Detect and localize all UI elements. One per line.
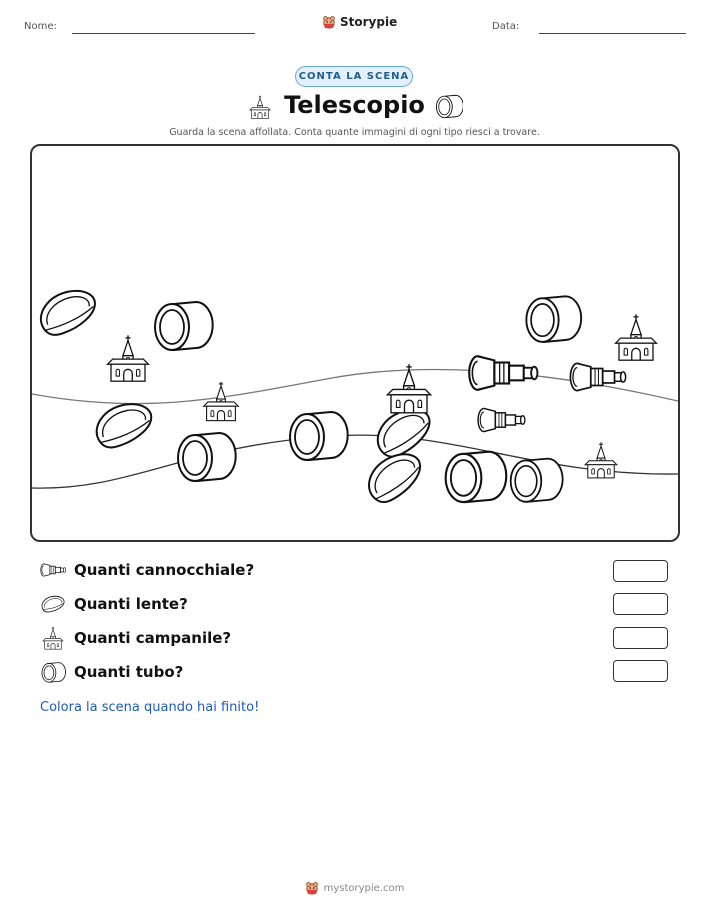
question-row <box>40 561 254 579</box>
date-label: Data: <box>492 21 520 32</box>
title-tube-icon <box>435 93 463 123</box>
instructions: Guarda la scena affollata. Conta quante immagini di ogni tipo riesci a trovare. <box>169 127 540 138</box>
footer-note: Colora la scena quando hai finito! <box>40 700 260 715</box>
bell-tower-icon <box>40 626 66 650</box>
tube-icon <box>446 452 507 502</box>
question-row <box>40 626 231 650</box>
name-label: Nome: <box>24 21 57 32</box>
spyglass-icon <box>469 356 537 390</box>
spyglass-icon <box>40 562 66 578</box>
tube-icon <box>155 302 213 350</box>
question-text: Quanti tubo? <box>74 663 184 681</box>
spyglass-icon <box>570 363 625 390</box>
tube-icon <box>526 296 581 342</box>
brand-name: Storypie <box>340 15 398 29</box>
name-line[interactable] <box>72 33 255 34</box>
tube-icon <box>511 459 563 502</box>
question-text: Quanti cannocchiale? <box>74 561 255 579</box>
counting-scene[interactable] <box>30 144 680 542</box>
spyglass-icon <box>478 408 525 431</box>
tube-icon <box>290 412 348 460</box>
lens-icon <box>93 401 154 449</box>
tube-icon <box>178 433 236 481</box>
brand-logo <box>322 14 397 30</box>
bell-tower-icon <box>108 335 149 381</box>
answer-box[interactable] <box>613 593 668 615</box>
activity-badge: CONTA LA SCENA <box>295 66 413 87</box>
lens-icon <box>37 287 100 337</box>
bell-tower-icon <box>585 442 617 478</box>
question-text: Quanti campanile? <box>74 629 232 647</box>
bell-tower-icon <box>616 314 657 360</box>
question-text: Quanti lente? <box>74 595 188 613</box>
tube-icon <box>40 661 66 683</box>
question-row <box>40 595 188 613</box>
mascot-icon <box>305 880 319 896</box>
lens-icon <box>361 449 428 506</box>
answer-box[interactable] <box>613 660 668 682</box>
answer-box[interactable] <box>613 560 668 582</box>
bell-tower-icon <box>204 382 239 421</box>
answer-box[interactable] <box>613 627 668 649</box>
question-row <box>40 661 183 683</box>
lens-icon <box>40 595 66 613</box>
footer <box>0 880 709 896</box>
date-line[interactable] <box>539 33 686 34</box>
bell-tower-icon <box>387 364 430 413</box>
mascot-icon <box>322 14 336 30</box>
footer-url[interactable]: mystorypie.com <box>323 882 405 894</box>
page-title: Telescopio <box>284 91 425 119</box>
